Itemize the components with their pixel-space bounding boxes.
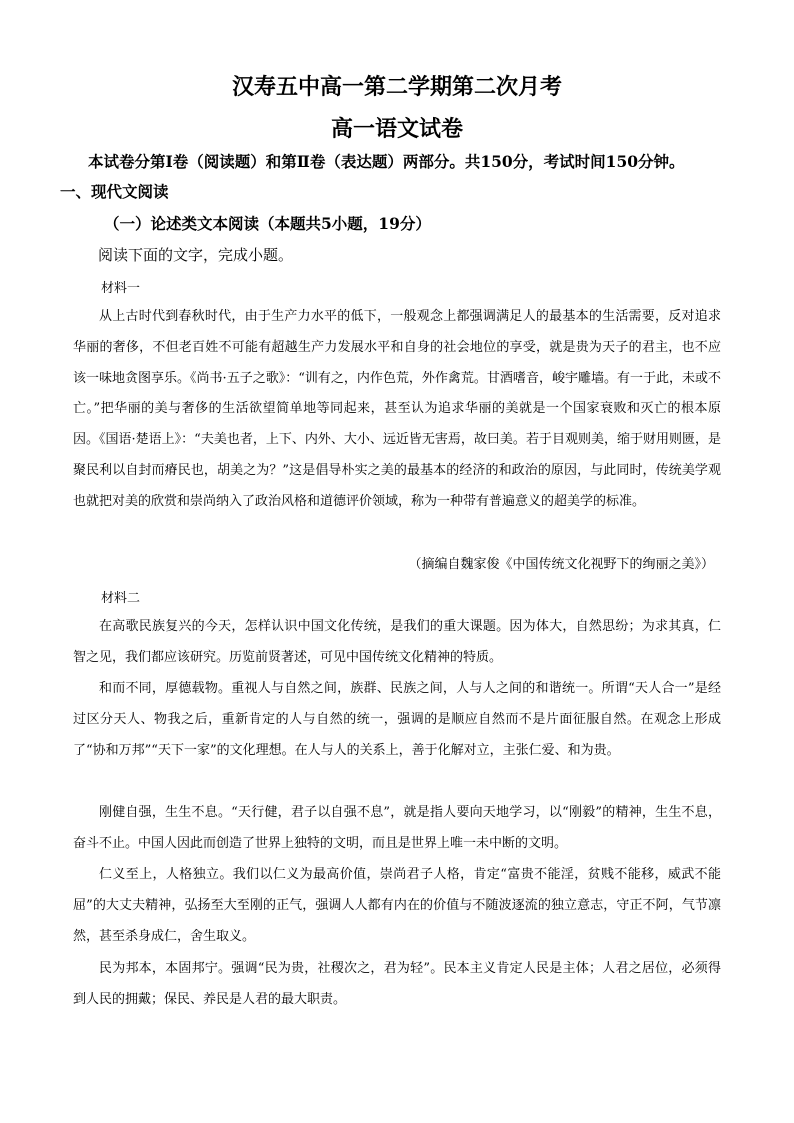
material-one-source: （摘编自魏家俊《中国传统文化视野下的绚丽之美》） (408, 557, 714, 572)
material-one-text: 从上古时代到春秋时代，由于生产力水平的低下，一般观念上都强调满足人的最基本的生活需要，反对追求华丽的奢侈，不但老百姓不可能有超越生产力发展水平和自身的社会地位的享受，就是贵为天子的君主，也不应该一味地贪图享乐。《尚书·五子之歌》：“训有之，内作色荒，外作禽荒。甘酒嗜音，峻宇雕墙。有一于此，未或不亡。”把华丽的美与奢侈的生活欲望简单地等同起来，甚至认为追求华丽的美就是一个国家衰败和灭亡的根本原因。《国语·楚语上》：“夫美也者，上下、内外、大小、远近皆无害焉，故曰美。若于目观则美，缩于财用则匮，是聚民利以自封而瘠民也，胡美之为？”这是倡导朴实之美的最基本的经济的和政治的原因，与此同时，传统美学观也就把对美的欣赏和崇尚纳入了政治风格和道德评价领域，称为一种带有普遍意义的超美学的标准。 (73, 309, 721, 509)
material-two-label: 材料二 (101, 591, 141, 606)
material-one-label: 材料一 (101, 281, 141, 296)
section-heading: 一、现代文阅读 (60, 182, 169, 201)
material-two-paragraph: 在高歌民族复兴的今天，怎样认识中国文化传统，是我们的重大课题。因为体大，自然思纷；为求其真，仁智之见，我们都应该研究。历览前贤著述，可见中国传统文化精神的特质。 (73, 619, 721, 665)
material-two-paragraph: 和而不同，厚德载物。重视人与自然之间，族群、民族之间，人与人之间的和谐统一。所谓“天人合一”是经过区分天人、物我之后，重新肯定的人与自然的统一，强调的是顺应自然而不是片面征服自然。在观念上形成了“协和万邦”“天下一家”的文化理想。在人与人的关系上，善于化解对立，主张仁爱、和为贵。 (73, 681, 721, 758)
reading-instruction: 阅读下面的文字，完成小题。 (98, 246, 294, 264)
exam-subtitle: 高一语文试卷 (330, 116, 463, 142)
subsection-heading: （一）论述类文本阅读（本题共5小题，19分） (104, 214, 431, 233)
exam-intro: 本试卷分第Ⅰ卷（阅读题）和第Ⅱ卷（表达题）两部分。共150分，考试时间150分钟。 (88, 152, 685, 171)
material-two-paragraph: 民为邦本，本固邦宁。强调“民为贵，社稷次之，君为轻”。民本主义肯定人民是主体；人君之居位，必须得到人民的拥戴；保民、养民是人君的最大职责。 (73, 961, 721, 1007)
exam-title: 汉寿五中高一第二学期第二次月考 (231, 74, 562, 100)
material-two-paragraph: 刚健自强，生生不息。“天行健，君子以自强不息”，就是指人要向天地学习，以“刚毅”的精神，生生不息，奋斗不止。中国人因此而创造了世界上独特的文明，而且是世界上唯一未中断的文明。 (73, 805, 721, 851)
material-two-paragraph: 仁义至上，人格独立。我们以仁义为最高价值，崇尚君子人格，肯定“富贵不能淫，贫贱不能移，威武不能屈”的大丈夫精神，弘扬至大至刚的正气，强调人人都有内在的价值与不随波逐流的独立意志，守正不阿，气节凛然，甚至杀身成仁，舍生取义。 (73, 867, 721, 944)
